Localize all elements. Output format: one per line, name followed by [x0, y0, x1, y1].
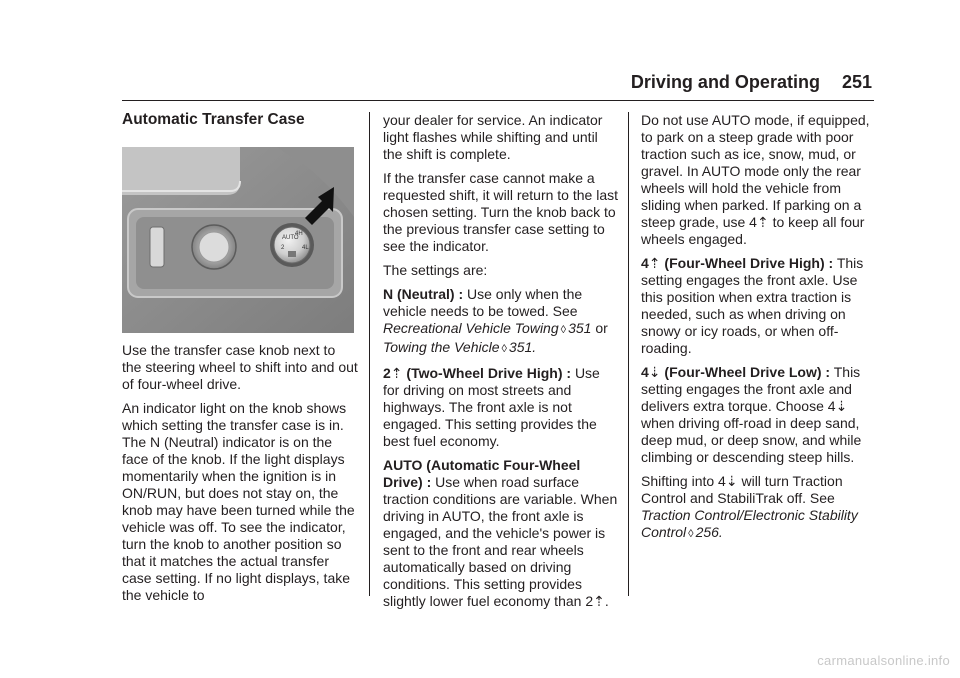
- transfer-case-knob-photo: [122, 147, 354, 333]
- watermark: carmanualsonline.info: [817, 653, 950, 668]
- page-ref-icon: ◊: [501, 343, 507, 355]
- header-section-title: Driving and Operating: [630, 72, 820, 92]
- setting-four-low: [641, 364, 881, 466]
- section-title: Automatic Transfer Case: [122, 111, 305, 128]
- setting-term: AUTO (Automatic Four-Wheel Drive) :: [383, 457, 581, 490]
- setting-two-high: [383, 365, 619, 450]
- photo-illustration: [122, 147, 354, 333]
- setting-term-number: 4: [641, 364, 649, 380]
- high-range-icon: ⇡: [390, 365, 403, 381]
- page-ref-icon: ◊: [688, 528, 694, 540]
- low-range-icon: ⇣: [648, 364, 661, 380]
- cross-reference-link[interactable]: Towing the Vehicle: [383, 339, 500, 355]
- shift-note: [641, 473, 881, 543]
- setting-neutral: [383, 286, 619, 358]
- knob-label-4h: 4H: [295, 231, 303, 237]
- low-range-icon: ⇣: [725, 473, 738, 489]
- paragraph: The settings are:: [383, 262, 488, 278]
- setting-auto: [383, 457, 619, 610]
- high-range-icon: ⇡: [756, 214, 769, 230]
- knob-label-4l: 4L: [302, 245, 309, 251]
- low-range-icon: ⇣: [835, 398, 848, 414]
- column-divider: [628, 112, 629, 596]
- page-number: 251: [841, 72, 872, 92]
- setting-term: (Four-Wheel Drive High) :: [664, 255, 834, 271]
- setting-four-high: [641, 255, 881, 357]
- page-reference: 351.: [508, 339, 537, 355]
- setting-term-number: 2: [383, 365, 391, 381]
- note-text-end: to keep all four wheels engaged.: [641, 214, 865, 247]
- column-3: [641, 112, 881, 550]
- setting-text-2: when driving off-road in deep sand, deep mud, or deep snow, and while climbing or descending steep hills.: [641, 415, 862, 465]
- page-reference: 351: [568, 320, 592, 336]
- setting-text: This setting engages the front axle. Use this position when extra traction is needed, such as when driving on snowy or icy roads, or when off-roading.: [641, 255, 864, 356]
- header-rule: [122, 100, 874, 101]
- column-1: [122, 342, 358, 611]
- page-ref-icon: ◊: [560, 324, 567, 336]
- paragraph: An indicator light on the knob shows which setting the transfer case is in. The N (Neutral) indicator is on the face of the knob. If the light displays momentarily when the ignition is in ON/RUN, but does not stay on, the knob may have been turned while the vehicle was off. To see the indicator, turn the knob to another position so that it matches the actual transfer case setting. If no light displays, take the vehicle to: [122, 400, 355, 603]
- paragraph: If the transfer case cannot make a requested shift, it will return to the last chosen setting. Turn the knob back to the previous transfer case setting to see the indicator.: [383, 170, 618, 254]
- page-reference: 256.: [695, 524, 723, 540]
- setting-text: This setting engages the front axle and delivers extra torque. Choose 4: [641, 364, 861, 414]
- setting-text: Use for driving on most streets and highways. The front axle is not engaged. This setting provides the best fuel economy.: [383, 365, 600, 449]
- auto-mode-note: [641, 112, 881, 248]
- high-range-icon: ⇡: [648, 255, 661, 271]
- cross-reference-link[interactable]: Recreational Vehicle Towing: [383, 320, 559, 336]
- setting-term: (Two-Wheel Drive High) :: [406, 365, 572, 381]
- column-2: [383, 112, 619, 617]
- paragraph: your dealer for service. An indicator light flashes while shifting and until the shift is complete.: [383, 112, 603, 162]
- page-header: [631, 72, 872, 93]
- setting-text-end: .: [604, 593, 609, 609]
- setting-text: Use when road surface traction conditions are variable. When driving in AUTO, the front axle is engaged, and the vehicle's power is sent to the front and rear wheels automatically based on driving conditions. This setting provides slightly lower fuel economy than 2: [383, 474, 618, 609]
- note-text: Do not use AUTO mode, if equipped, to park on a steep grade with poor traction such as ice, snow, mud, or gravel. In AUTO mode only the rear wheels will hold the vehicle from sliding when parked. If parking on a steep grade, use 4: [641, 112, 870, 230]
- cross-reference-link[interactable]: Traction Control/Electronic Stability Control: [641, 507, 858, 540]
- high-range-icon: ⇡: [593, 593, 605, 609]
- setting-term: (Four-Wheel Drive Low) :: [664, 364, 831, 380]
- setting-term: N (Neutral) :: [383, 286, 464, 302]
- knob-label-2: 2: [281, 245, 285, 251]
- note-text: Shifting into 4: [641, 473, 726, 489]
- setting-term-number: 4: [641, 255, 649, 271]
- paragraph: Use the transfer case knob next to the steering wheel to shift into and out of four-wheel drive.: [122, 342, 358, 392]
- note-text-2: will turn Traction Control and StabiliTrak off. See: [641, 473, 843, 506]
- knob-label-auto: AUTO: [282, 235, 299, 241]
- setting-text: Use only when the vehicle needs to be towed. See: [383, 286, 583, 319]
- column-divider: [369, 112, 370, 596]
- conjunction-text: or: [595, 320, 608, 336]
